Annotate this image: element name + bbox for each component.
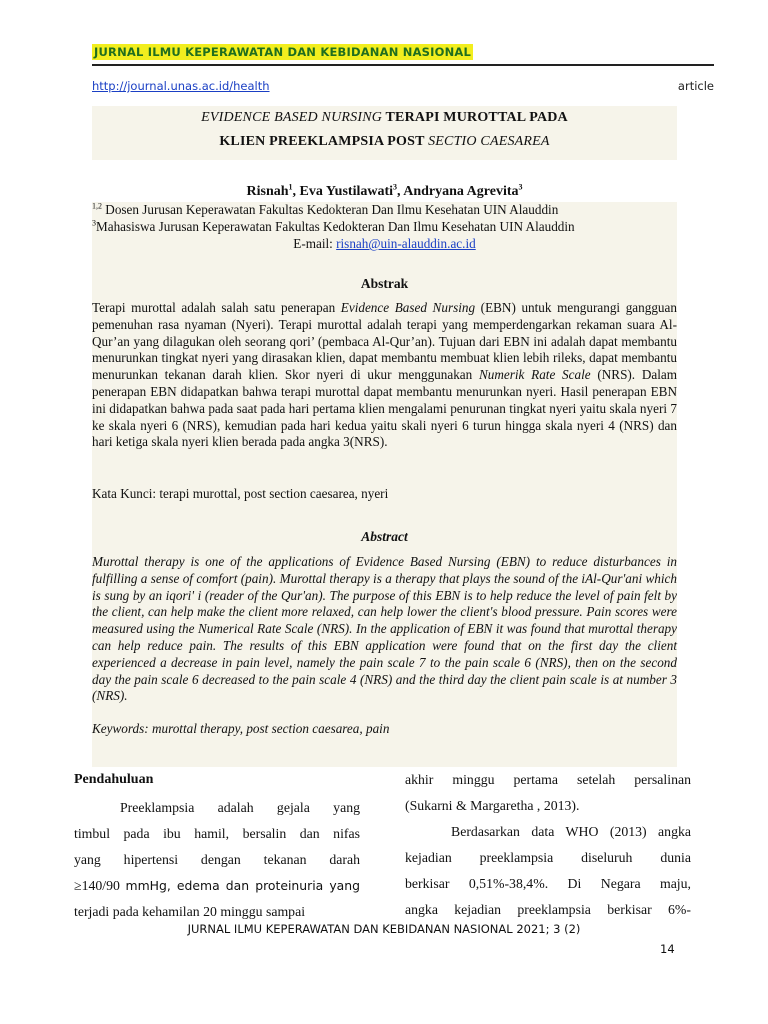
author-name: Andryana Agrevita	[403, 184, 519, 199]
title-line-1	[92, 110, 677, 126]
affiliation-text: Mahasiswa Jurusan Keperawatan Fakultas Kedokteran Dan Ilmu Kesehatan UIN Alauddin	[96, 219, 575, 234]
journal-url-link[interactable]: http://journal.unas.ac.id/health	[92, 79, 270, 93]
author-affil-sup: 3	[518, 182, 523, 192]
email-row	[92, 236, 677, 252]
author-separator: ,	[292, 184, 300, 199]
abstrak-text: (EBN) untuk mengurangi gangguan pemenuhan rasa nyaman (Nyeri). Terapi murottal adalah terapi yang memperdengarkan rekaman suara Al-Qur’an yang dilagukan oleh seorang qori’ (pembaca Al-Qur’an). Tujuan dari EBN ini adalah dapat membantu menurunkan tingkat nyeri yang dirasakan klien, dapat membantu membuat klien lebih rileks, dapat membantu menurunkan tekanan darah klien. Skor nyeri di ukur menggunakan	[92, 300, 677, 383]
text-line	[74, 873, 360, 899]
affiliation-2	[92, 219, 677, 235]
title-rest-part: TERAPI MUROTTAL PADA	[382, 110, 568, 125]
title-italic-part-2: SECTIO CAESAREA	[428, 134, 550, 149]
affil-sup: 3	[92, 218, 96, 228]
unit-mmhg: mmHg	[125, 878, 167, 893]
email-label: E-mail:	[293, 236, 337, 251]
abstrak-body	[92, 300, 677, 451]
intro-heading: Pendahuluan	[74, 772, 154, 787]
affiliation-text: Dosen Jurusan Keperawatan Fakultas Kedokteran Dan Ilmu Kesehatan UIN Alauddin	[102, 202, 559, 217]
author-affil-sup: 1	[288, 182, 293, 192]
journal-banner: JURNAL ILMU KEPERAWATAN DAN KEBIDANAN NASIONAL	[94, 45, 472, 59]
abstrak-heading: Abstrak	[360, 276, 409, 291]
title-line-2	[92, 134, 677, 150]
text-line: timbul pada ibu hamil, bersalin dan nifas	[74, 826, 360, 841]
abstrak-term: Evidence Based Nursing	[340, 300, 476, 315]
bp-value: ≥140/90	[74, 878, 126, 893]
page-number: 14	[660, 942, 675, 956]
intro-right-column	[405, 767, 691, 923]
article-label: article	[677, 79, 714, 93]
email-link[interactable]: risnah@uin-alauddin.ac.id	[336, 236, 476, 251]
text-line: yang hipertensi dengan tekanan darah	[74, 852, 360, 867]
abstrak-text: (NRS). Dalam penerapan EBN didapatkan bahwa terapi murottal dapat membantu menurunkan nyeri. Hasil penerapan EBN ini didapatkan bahwa pada saat pada hari pertama klien mengalami penurunan tingkat nyeri yaitu skala nyeri 7 ke skala nyeri 6 (NRS), kemudian pada hari kedua yaitu skali nyeri 6 turun hingga skala nyeri 4 (NRS) dan hari ketiga skala nyeri klien berada pada angka 3(NRS).	[92, 367, 677, 450]
text-fragment: , edema dan proteinuria yang	[166, 878, 360, 893]
abstract-heading: Abstract	[361, 529, 408, 544]
keywords: Keywords: murottal therapy, post section caesarea, pain	[92, 721, 390, 736]
title-plain-part: KLIEN PREEKLAMPSIA POST	[219, 134, 429, 149]
abstract-block	[92, 202, 677, 767]
abstrak-text: Terapi murottal adalah salah satu penerapan	[92, 300, 341, 315]
author-list	[92, 184, 677, 200]
author-name: Risnah	[246, 184, 289, 199]
affil-sup: 1,2	[92, 201, 102, 211]
title-block	[92, 106, 677, 160]
author-name: Eva Yustilawati	[299, 184, 394, 199]
abstrak-term: Numerik Rate Scale	[478, 367, 591, 383]
text-line: akhir minggu pertama setelah persalinan	[405, 772, 691, 787]
header-rule	[92, 64, 714, 66]
kata-kunci: Kata Kunci: terapi murottal, post section caesarea, nyeri	[92, 486, 389, 501]
intro-left-column	[74, 795, 360, 925]
text-line: angka kejadian preeklampsia berkisar 6%-	[405, 902, 691, 917]
title-italic-part: EVIDENCE BASED NURSING	[201, 110, 383, 125]
author-affil-sup: 3	[393, 182, 398, 192]
text-line: Preeklampsia adalah gejala yang	[120, 800, 360, 815]
text-line: (Sukarni & Margaretha , 2013).	[405, 798, 580, 813]
text-line: berkisar 0,51%-38,4%. Di Negara maju,	[405, 876, 691, 891]
text-line: Berdasarkan data WHO (2013) angka	[451, 824, 691, 839]
text-line: kejadian preeklampsia diseluruh dunia	[405, 850, 691, 865]
author-separator: ,	[397, 184, 404, 199]
footer-journal-citation: JURNAL ILMU KEPERAWATAN DAN KEBIDANAN NASIONAL 2021; 3 (2)	[187, 922, 581, 936]
text-line: terjadi pada kehamilan 20 minggu sampai	[74, 904, 306, 919]
affiliation-1	[92, 202, 677, 218]
abstract-body: Murottal therapy is one of the applications of Evidence Based Nursing (EBN) to reduce disturbances in fulfilling a sense of comfort (pain). Murottal therapy is a therapy that plays the sound of the iAl-Qur'ani which is sung by an iqori' i (reader of the Qur'an). The purpose of this EBN is to help reduce the level of pain felt by the client, can help make the client more relaxed, can help lower the client's blood pressure. Pain scores were measured using the Numerical Rate Scale (NRS). In the application of EBN it was found that murottal therapy can help reduce pain. The results of this EBN application were found that on the first day the client experienced a decrease in pain level, namely the pain scale 7 to the pain scale 6 (NRS), then on the second day the pain scale 6 decreased to the pain scale 4 (NRS) and the third day the client pain scale is at number 3 (NRS).	[92, 554, 677, 704]
